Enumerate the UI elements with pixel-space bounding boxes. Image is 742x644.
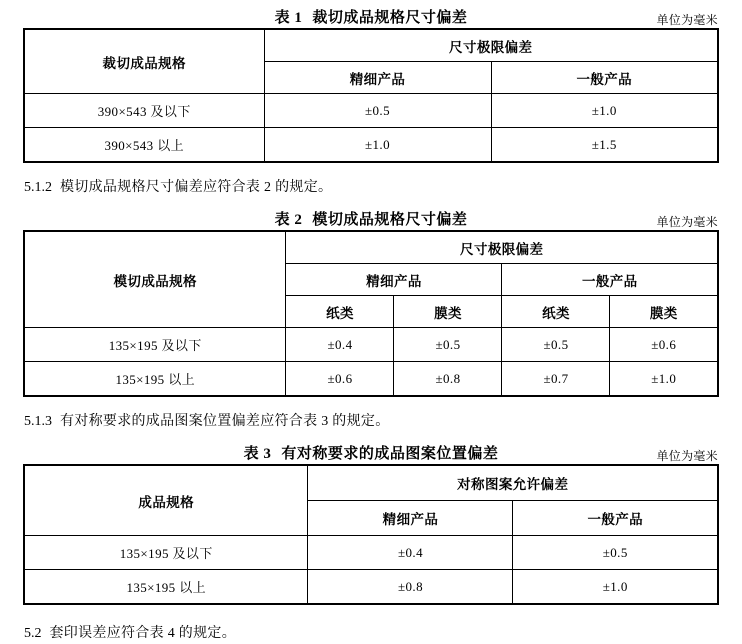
table1-header-sub-fine: 精细产品	[264, 62, 491, 94]
paragraph-5-1-2	[0, 177, 742, 198]
table2-unit-note: 单位为毫米	[656, 215, 718, 229]
paragraph-5-1-2-number: 5.1.2	[24, 180, 52, 195]
table2	[23, 230, 719, 397]
table2-header-leaf-gen-film: 膜类	[610, 296, 718, 328]
paragraph-5-2-text: 套印误差应符合表 4 的规定。	[49, 626, 236, 641]
paragraph-5-2	[0, 623, 742, 644]
table1-header-spec: 裁切成品规格	[24, 29, 264, 94]
table3-header-row-1	[24, 465, 718, 501]
table3-header-sub-general: 一般产品	[513, 501, 718, 536]
table1-caption-title: 裁切成品规格尺寸偏差	[312, 10, 468, 26]
table1-header-sub-general: 一般产品	[491, 62, 718, 94]
paragraph-5-2-number: 5.2	[24, 626, 42, 641]
table1-row0-general: ±1.0	[491, 94, 718, 128]
table1-row1-general: ±1.5	[491, 128, 718, 163]
table2-row0-spec: 135×195 及以下	[24, 328, 286, 362]
table3-row0-general: ±0.5	[513, 536, 718, 570]
table2-row0-fine-film: ±0.5	[394, 328, 502, 362]
table1	[23, 28, 719, 163]
table2-row1-fine-paper: ±0.6	[286, 362, 394, 397]
table2-header-leaf-fine-film: 膜类	[394, 296, 502, 328]
table2-caption	[275, 208, 468, 229]
table3-row1-spec: 135×195 以上	[24, 570, 308, 605]
table1-row0-spec: 390×543 及以下	[24, 94, 264, 128]
table-row	[24, 570, 718, 605]
table2-row1-gen-paper: ±0.7	[502, 362, 610, 397]
paragraph-5-1-3	[0, 411, 742, 432]
table2-caption-row	[0, 208, 742, 230]
table3-caption-row	[0, 442, 742, 464]
table3-row0-spec: 135×195 及以下	[24, 536, 308, 570]
table1-header-group: 尺寸极限偏差	[264, 29, 718, 62]
table2-header-sub-fine: 精细产品	[286, 264, 502, 296]
table-row	[24, 128, 718, 163]
table3-row1-general: ±1.0	[513, 570, 718, 605]
table2-row0-fine-paper: ±0.4	[286, 328, 394, 362]
table2-row1-fine-film: ±0.8	[394, 362, 502, 397]
table-row	[24, 362, 718, 397]
table-row	[24, 536, 718, 570]
table2-row1-spec: 135×195 以上	[24, 362, 286, 397]
table3-unit-note: 单位为毫米	[656, 449, 718, 463]
paragraph-5-1-2-text: 模切成品规格尺寸偏差应符合表 2 的规定。	[60, 180, 333, 195]
table1-row0-fine: ±0.5	[264, 94, 491, 128]
table1-row1-fine: ±1.0	[264, 128, 491, 163]
table2-header-group: 尺寸极限偏差	[286, 231, 718, 264]
paragraph-5-1-3-text: 有对称要求的成品图案位置偏差应符合表 3 的规定。	[60, 414, 390, 429]
table1-header-row-1	[24, 29, 718, 62]
table1-caption-row	[0, 6, 742, 28]
table3	[23, 464, 719, 605]
table2-caption-number: 表 2	[274, 212, 303, 228]
table2-caption-title: 模切成品规格尺寸偏差	[312, 212, 468, 228]
table-row	[24, 328, 718, 362]
table2-header-leaf-fine-paper: 纸类	[286, 296, 394, 328]
table3-header-spec: 成品规格	[24, 465, 308, 536]
table2-header-leaf-gen-paper: 纸类	[502, 296, 610, 328]
table3-caption	[244, 442, 499, 463]
table3-caption-number: 表 3	[243, 446, 272, 462]
table3-row0-fine: ±0.4	[308, 536, 513, 570]
table2-row1-gen-film: ±1.0	[610, 362, 718, 397]
table3-row1-fine: ±0.8	[308, 570, 513, 605]
table3-header-sub-fine: 精细产品	[308, 501, 513, 536]
table2-header-spec: 模切成品规格	[24, 231, 286, 328]
table1-unit-note: 单位为毫米	[656, 13, 718, 27]
table1-row1-spec: 390×543 以上	[24, 128, 264, 163]
table3-header-group: 对称图案允许偏差	[308, 465, 718, 501]
table2-header-row-1	[24, 231, 718, 264]
table2-header-sub-general: 一般产品	[502, 264, 718, 296]
table-row	[24, 94, 718, 128]
table1-caption	[275, 6, 468, 27]
table2-row0-gen-paper: ±0.5	[502, 328, 610, 362]
table1-caption-number: 表 1	[274, 10, 303, 26]
table3-caption-title: 有对称要求的成品图案位置偏差	[281, 446, 499, 462]
table2-row0-gen-film: ±0.6	[610, 328, 718, 362]
paragraph-5-1-3-number: 5.1.3	[24, 414, 52, 429]
